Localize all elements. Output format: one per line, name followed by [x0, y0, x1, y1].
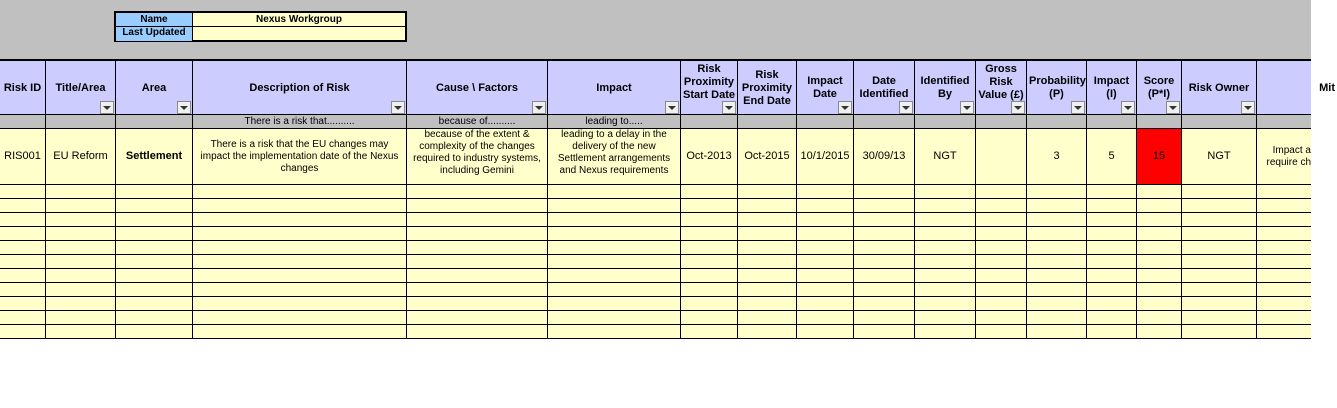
header-proximity-end: Risk Proximity End Date: [738, 61, 797, 115]
header-area: Area: [116, 61, 193, 115]
hint-cause: because of..........: [407, 115, 548, 128]
name-label: Name: [116, 13, 193, 26]
last-updated-value[interactable]: [193, 27, 405, 41]
cell-date-identified[interactable]: 30/09/13: [854, 129, 915, 184]
cell-area[interactable]: Settlement: [116, 129, 193, 184]
cell-score[interactable]: 15: [1137, 129, 1182, 184]
header-date-identified: Date Identified: [854, 61, 915, 115]
dropdown-arrow-icon[interactable]: [100, 101, 114, 114]
hint-description: There is a risk that..........: [193, 115, 407, 128]
info-row-name: [116, 13, 405, 27]
cell-cause[interactable]: because of the extent & complexity of the changes required to industry systems, including Gemini: [407, 129, 548, 184]
hint-impact: leading to.....: [548, 115, 681, 128]
header-impact: Impact: [548, 61, 681, 115]
cell-risk-owner[interactable]: NGT: [1182, 129, 1257, 184]
header-probability: Probability (P): [1027, 61, 1087, 115]
header-gross-risk-value: Gross Risk Value (£): [976, 61, 1027, 115]
cell-risk-id[interactable]: RIS001: [0, 129, 46, 184]
dropdown-arrow-icon[interactable]: [391, 101, 405, 114]
header-impact-date: Impact Date: [797, 61, 854, 115]
info-row-last-updated: [116, 27, 405, 41]
header-score: Score (P*I): [1137, 61, 1182, 115]
dropdown-arrow-icon[interactable]: [177, 101, 191, 114]
header-proximity-start: Risk Proximity Start Date: [681, 61, 738, 115]
dropdown-arrow-icon[interactable]: [838, 101, 852, 114]
dropdown-arrow-icon[interactable]: [1121, 101, 1135, 114]
cell-impact[interactable]: leading to a delay in the delivery of the new Settlement arrangements and Nexus requirements: [548, 129, 681, 184]
dropdown-arrow-icon[interactable]: [1241, 101, 1255, 114]
empty-rows[interactable]: [0, 185, 1311, 339]
header-cause: Cause \ Factors: [407, 61, 548, 115]
header-impact-score: Impact (I): [1087, 61, 1137, 115]
dropdown-arrow-icon[interactable]: [1011, 101, 1025, 114]
last-updated-label: Last Updated: [116, 27, 193, 41]
dropdown-arrow-icon[interactable]: [665, 101, 679, 114]
cell-mitigation[interactable]: Impact a require ch: [1266, 144, 1311, 168]
cell-description[interactable]: There is a risk that the EU changes may impact the implementation date of the Nexus changes: [193, 129, 407, 184]
hint-row: [0, 115, 1311, 129]
header-description: Description of Risk: [193, 61, 407, 115]
cell-probability[interactable]: 3: [1027, 129, 1087, 184]
dropdown-arrow-icon[interactable]: [722, 101, 736, 114]
cell-impact-date[interactable]: 10/1/2015: [797, 129, 854, 184]
dropdown-arrow-icon[interactable]: [960, 101, 974, 114]
name-value[interactable]: Nexus Workgroup: [256, 14, 342, 25]
header-mitigation: Mit: [1319, 81, 1335, 94]
column-header-row: [0, 59, 1335, 115]
dropdown-arrow-icon[interactable]: [1166, 101, 1180, 114]
header-risk-id: Risk ID: [0, 61, 46, 115]
table-row: [0, 129, 1311, 185]
dropdown-arrow-icon[interactable]: [899, 101, 913, 114]
cell-identified-by[interactable]: NGT: [915, 129, 976, 184]
cell-proximity-end[interactable]: Oct-2015: [738, 129, 797, 184]
dropdown-arrow-icon[interactable]: [532, 101, 546, 114]
header-identified-by: Identified By: [915, 61, 976, 115]
info-box: [114, 11, 407, 42]
cell-proximity-start[interactable]: Oct-2013: [681, 129, 738, 184]
cell-gross-risk-value[interactable]: [976, 129, 1027, 184]
header-risk-owner: Risk Owner: [1182, 61, 1257, 115]
cell-impact-score[interactable]: 5: [1087, 129, 1137, 184]
cell-title-area[interactable]: EU Reform: [46, 129, 116, 184]
dropdown-arrow-icon[interactable]: [1071, 101, 1085, 114]
header-title-area: Title/Area: [46, 61, 116, 115]
